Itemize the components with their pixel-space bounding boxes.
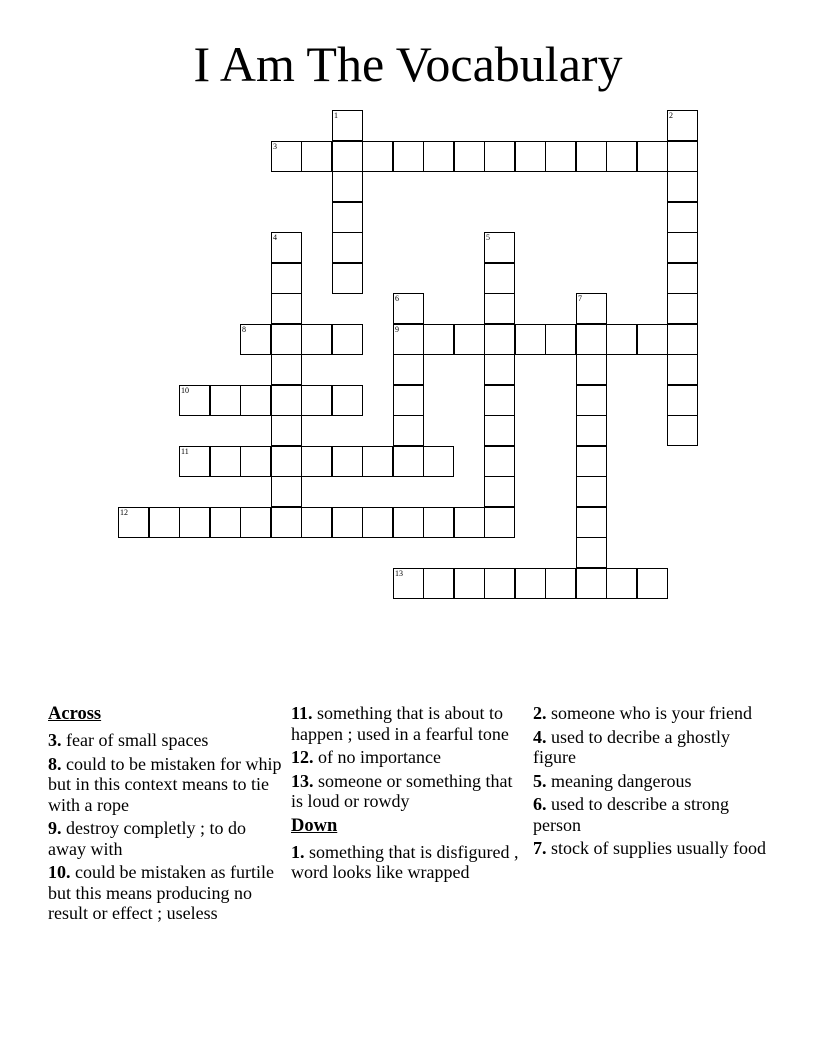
grid-cell[interactable] xyxy=(667,293,698,324)
grid-cell[interactable] xyxy=(362,141,393,172)
clue-number: 6 xyxy=(395,294,399,303)
grid-cell[interactable] xyxy=(393,446,424,477)
grid-cell[interactable] xyxy=(240,385,271,416)
clue-down-7: 7. stock of supplies usually food xyxy=(533,838,766,858)
clues-column-3 xyxy=(533,703,769,862)
grid-cell[interactable] xyxy=(576,476,607,507)
grid-cell[interactable] xyxy=(667,232,698,263)
grid-cell[interactable] xyxy=(484,293,515,324)
grid-cell[interactable] xyxy=(332,141,363,172)
clue-across-8: 8. could to be mistaken for whip but in this context means to tie with a rope xyxy=(48,753,282,815)
grid-cell[interactable] xyxy=(271,446,302,477)
grid-cell[interactable] xyxy=(576,293,607,324)
clue-number: 10 xyxy=(181,386,189,395)
grid-cell[interactable] xyxy=(179,507,210,538)
clue-number: 13 xyxy=(395,569,403,578)
grid-cell[interactable] xyxy=(576,446,607,477)
grid-cell[interactable] xyxy=(576,507,607,538)
grid-cell[interactable] xyxy=(484,324,515,355)
grid-cell[interactable] xyxy=(393,507,424,538)
grid-cell[interactable] xyxy=(210,446,241,477)
grid-cell[interactable] xyxy=(545,568,576,599)
grid-cell[interactable] xyxy=(393,354,424,385)
grid-cell[interactable] xyxy=(454,324,485,355)
grid-cell[interactable] xyxy=(454,507,485,538)
clue-down-5: 5. meaning dangerous xyxy=(533,770,692,791)
grid-cell[interactable] xyxy=(332,507,363,538)
grid-cell[interactable] xyxy=(545,141,576,172)
grid-cell[interactable] xyxy=(667,141,698,172)
grid-cell[interactable] xyxy=(393,385,424,416)
grid-cell[interactable] xyxy=(423,568,454,599)
grid-cell[interactable] xyxy=(576,385,607,416)
grid-cell[interactable] xyxy=(576,415,607,446)
grid-cell[interactable] xyxy=(393,568,424,599)
clues-column-1 xyxy=(48,703,284,927)
grid-cell[interactable] xyxy=(271,232,302,263)
grid-cell[interactable] xyxy=(332,263,363,294)
grid-cell[interactable] xyxy=(484,568,515,599)
grid-cell[interactable] xyxy=(454,568,485,599)
grid-cell[interactable] xyxy=(667,385,698,416)
grid-cell[interactable] xyxy=(301,507,332,538)
grid-cell[interactable] xyxy=(667,324,698,355)
clues-column-2 xyxy=(291,703,527,886)
clue-across-11: 11. something that is about to happen ; used in a fearful tone xyxy=(291,703,509,744)
grid-cell[interactable] xyxy=(271,263,302,294)
clue-number: 8 xyxy=(242,325,246,334)
grid-cell[interactable] xyxy=(484,385,515,416)
grid-cell[interactable] xyxy=(484,141,515,172)
grid-cell[interactable] xyxy=(240,507,271,538)
grid-cell[interactable] xyxy=(667,110,698,141)
grid-cell[interactable] xyxy=(332,232,363,263)
grid-cell[interactable] xyxy=(301,324,332,355)
grid-cell[interactable] xyxy=(637,324,668,355)
grid-cell[interactable] xyxy=(240,324,271,355)
grid-cell[interactable] xyxy=(667,263,698,294)
grid-cell[interactable] xyxy=(271,476,302,507)
grid-cell[interactable] xyxy=(332,110,363,141)
grid-cell[interactable] xyxy=(332,202,363,233)
grid-cell[interactable] xyxy=(667,354,698,385)
grid-cell[interactable] xyxy=(393,415,424,446)
grid-cell[interactable] xyxy=(362,507,393,538)
grid-cell[interactable] xyxy=(667,171,698,202)
grid-cell[interactable] xyxy=(179,446,210,477)
grid-cell[interactable] xyxy=(118,507,149,538)
grid-cell[interactable] xyxy=(423,446,454,477)
grid-cell[interactable] xyxy=(271,141,302,172)
grid-cell[interactable] xyxy=(667,415,698,446)
clue-across-10: 10. could be mistaken as furtile but this means producing no result or effect ; useless xyxy=(48,862,274,923)
clue-number: 3 xyxy=(273,142,277,151)
clue-number: 1 xyxy=(334,111,338,120)
grid-cell[interactable] xyxy=(515,568,546,599)
grid-cell[interactable] xyxy=(271,415,302,446)
grid-cell[interactable] xyxy=(484,415,515,446)
clue-down-4: 4. used to decribe a ghostly figure xyxy=(533,726,730,767)
clue-across-3: 3. fear of small spaces xyxy=(48,730,209,750)
grid-cell[interactable] xyxy=(515,141,546,172)
clue-number: 9 xyxy=(395,325,399,334)
grid-cell[interactable] xyxy=(423,141,454,172)
grid-cell[interactable] xyxy=(332,385,363,416)
grid-cell[interactable] xyxy=(271,354,302,385)
grid-cell[interactable] xyxy=(149,507,180,538)
grid-cell[interactable] xyxy=(332,171,363,202)
clue-across-9: 9. destroy completly ; to do away with xyxy=(48,818,246,859)
grid-cell[interactable] xyxy=(393,324,424,355)
grid-cell[interactable] xyxy=(606,324,637,355)
grid-cell[interactable] xyxy=(454,141,485,172)
grid-cell[interactable] xyxy=(332,446,363,477)
clue-across-12: 12. of no importance xyxy=(291,747,441,767)
grid-cell[interactable] xyxy=(423,324,454,355)
grid-cell[interactable] xyxy=(576,141,607,172)
grid-cell[interactable] xyxy=(576,354,607,385)
grid-cell[interactable] xyxy=(301,141,332,172)
clue-across-13: 13. someone or something that is loud or rowdy xyxy=(291,770,513,811)
grid-cell[interactable] xyxy=(362,446,393,477)
grid-cell[interactable] xyxy=(271,507,302,538)
grid-cell[interactable] xyxy=(423,507,454,538)
grid-cell[interactable] xyxy=(637,568,668,599)
grid-cell[interactable] xyxy=(484,354,515,385)
grid-cell[interactable] xyxy=(484,507,515,538)
clue-down-1: 1. something that is disfigured , word looks like wrapped xyxy=(291,841,519,882)
grid-cell[interactable] xyxy=(179,385,210,416)
page-title: I Am The Vocabulary xyxy=(193,36,623,92)
grid-cell[interactable] xyxy=(606,568,637,599)
grid-cell[interactable] xyxy=(576,568,607,599)
grid-cell[interactable] xyxy=(484,232,515,263)
grid-cell[interactable] xyxy=(576,537,607,568)
grid-cell[interactable] xyxy=(271,293,302,324)
grid-cell[interactable] xyxy=(210,385,241,416)
grid-cell[interactable] xyxy=(393,293,424,324)
grid-cell[interactable] xyxy=(301,385,332,416)
grid-cell[interactable] xyxy=(606,141,637,172)
down-heading: Down xyxy=(291,815,338,836)
clue-number: 4 xyxy=(273,233,277,242)
grid-cell[interactable] xyxy=(271,385,302,416)
grid-cell[interactable] xyxy=(667,202,698,233)
clue-number: 7 xyxy=(578,294,582,303)
across-heading: Across xyxy=(48,704,102,724)
grid-cell[interactable] xyxy=(393,141,424,172)
grid-cell[interactable] xyxy=(637,141,668,172)
grid-cell[interactable] xyxy=(210,507,241,538)
grid-cell[interactable] xyxy=(484,263,515,294)
clue-number: 2 xyxy=(669,111,673,120)
grid-cell[interactable] xyxy=(515,324,546,355)
grid-cell[interactable] xyxy=(271,324,302,355)
clue-number: 5 xyxy=(486,233,490,242)
clue-number: 12 xyxy=(120,508,128,517)
grid-cell[interactable] xyxy=(484,446,515,477)
clue-down-2: 2. someone who is your friend xyxy=(533,703,752,723)
clue-down-6: 6. used to describe a strong person xyxy=(533,794,729,835)
grid-cell[interactable] xyxy=(332,324,363,355)
clue-number: 11 xyxy=(181,447,189,456)
grid-cell[interactable] xyxy=(240,446,271,477)
grid-cell[interactable] xyxy=(484,476,515,507)
grid-cell[interactable] xyxy=(301,446,332,477)
grid-cell[interactable] xyxy=(576,324,607,355)
grid-cell[interactable] xyxy=(545,324,576,355)
